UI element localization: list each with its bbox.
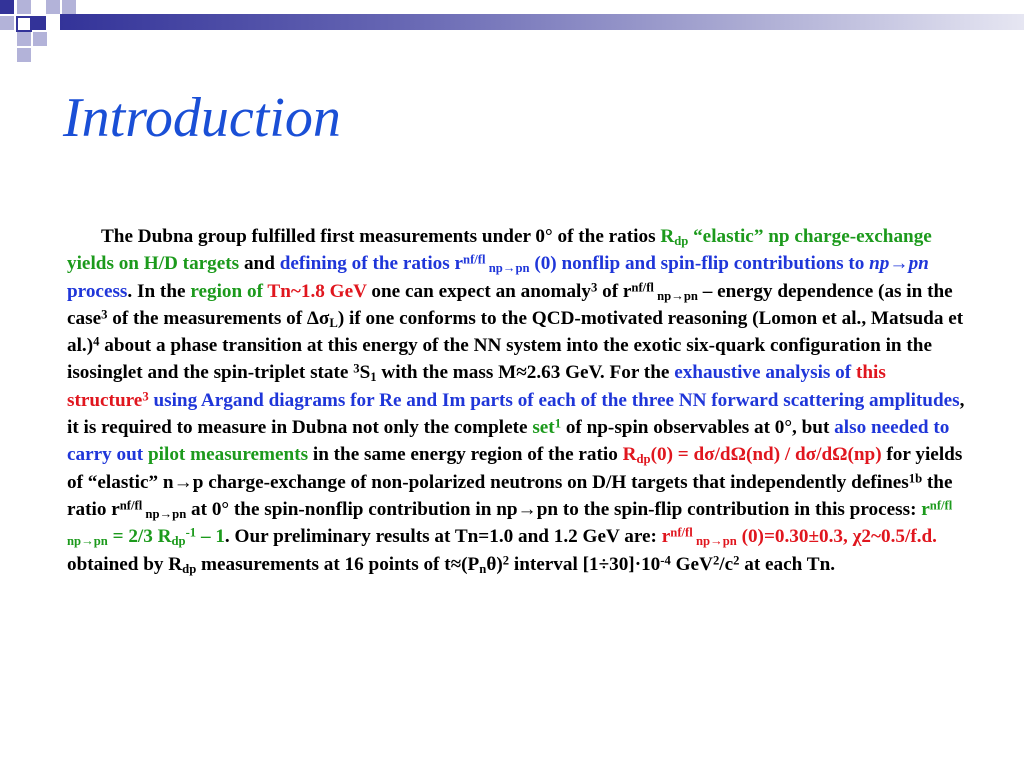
text-run-blue: exhaustive analysis of bbox=[674, 362, 856, 384]
text-run-red: R bbox=[622, 444, 637, 466]
text-run-green: R bbox=[660, 226, 675, 247]
text-run-blue: process bbox=[67, 280, 128, 302]
superscript: 2 bbox=[712, 552, 720, 567]
text-run: of np-spin observables at 0°, but bbox=[561, 417, 835, 439]
text-run-blue: (0) nonflip and spin-flip contributions to bbox=[529, 253, 870, 275]
superscript: 3 bbox=[591, 279, 598, 294]
deco-square bbox=[32, 16, 46, 30]
deco-square bbox=[17, 32, 31, 46]
deco-square bbox=[46, 0, 60, 14]
text-run-green: r bbox=[921, 498, 930, 520]
superscript: -1 bbox=[185, 525, 197, 540]
text-run: for yields of “elastic” n→p charge-exchange of non-polarized neutrons on D/H targets that independently defines bbox=[67, 444, 963, 493]
text-run: and bbox=[239, 253, 280, 275]
text-run: measurements at 16 points of t≈(P bbox=[196, 553, 480, 575]
text-run-red: Tn~1.8 GeV bbox=[267, 280, 367, 302]
subscript: dp bbox=[182, 561, 197, 576]
subscript: np→pn bbox=[485, 261, 530, 276]
text-run: . Our preliminary results at Tn=1.0 and 1.2 GeV are: bbox=[224, 526, 662, 548]
text-run-green: region of bbox=[190, 280, 268, 302]
text-run: obtained by R bbox=[67, 553, 183, 575]
text-run: of the measurements of Δσ bbox=[107, 307, 330, 329]
text-run-green: = 2/3 R bbox=[107, 526, 172, 548]
text-run-blue: defining of the ratios r bbox=[279, 253, 464, 275]
text-run-green: “elastic” np charge-exchange yields on H/D targets bbox=[67, 226, 932, 275]
deco-square bbox=[33, 32, 47, 46]
body-paragraph bbox=[67, 223, 965, 578]
text-run-green: set bbox=[532, 417, 555, 439]
text-run: the ratio r bbox=[67, 471, 953, 520]
text-run: /c bbox=[719, 553, 734, 575]
superscript: 4 bbox=[93, 334, 100, 349]
subscript: dp bbox=[171, 534, 186, 549]
superscript: 2 bbox=[733, 552, 740, 567]
deco-square bbox=[0, 16, 14, 30]
text-run: – energy dependence (as in the case bbox=[67, 280, 953, 329]
superscript: -4 bbox=[660, 552, 671, 567]
superscript: nf/fl bbox=[929, 498, 953, 513]
subscript: np→pn bbox=[67, 534, 108, 549]
text-run: S bbox=[359, 362, 371, 384]
deco-square bbox=[16, 16, 32, 32]
text-run: The Dubna group fulfilled first measurements under 0° of the ratios bbox=[101, 226, 661, 247]
text-run: θ) bbox=[486, 553, 503, 575]
text-run: with the mass M≈2.63 GeV. For the bbox=[376, 362, 675, 384]
text-run: ) if one conforms to the QCD-motivated reasoning (Lomon et al., Matsuda et al.) bbox=[67, 307, 964, 357]
superscript: 3 bbox=[142, 389, 149, 404]
text-run-blue: using Argand diagrams for Re and Im parts of each of the three NN forward scattering amplitudes bbox=[148, 389, 960, 411]
text-run: at 0° the spin-nonflip contribution in np→pn to the spin-flip contribution in this process: bbox=[186, 498, 922, 520]
subscript: dp bbox=[674, 234, 689, 249]
slide-title: Introduction bbox=[63, 87, 341, 149]
text-run: GeV bbox=[670, 553, 713, 575]
text-run: interval [1÷30]·10 bbox=[509, 553, 661, 575]
text-run-red: r bbox=[661, 526, 671, 548]
subscript: np→pn bbox=[142, 507, 187, 522]
subscript: dp bbox=[636, 452, 651, 467]
text-run-red: (0) = dσ/dΩ(nd) / dσ/dΩ(np) bbox=[650, 444, 882, 466]
superscript: 2 bbox=[502, 552, 510, 567]
deco-square bbox=[62, 0, 76, 14]
text-run: . In the bbox=[127, 280, 191, 302]
header-gradient-bar bbox=[60, 14, 1024, 30]
deco-square bbox=[17, 48, 31, 62]
superscript: 3 bbox=[353, 361, 360, 376]
text-run: one can expect an anomaly bbox=[366, 280, 591, 302]
subscript: n bbox=[479, 561, 487, 576]
subscript: np→pn bbox=[692, 534, 737, 549]
subscript: 1 bbox=[370, 370, 377, 385]
text-run: at each Tn. bbox=[739, 553, 836, 575]
superscript: 1b bbox=[908, 470, 923, 485]
subscript: np→pn bbox=[653, 288, 698, 303]
text-run: of r bbox=[597, 280, 632, 302]
text-run: in the same energy region of the ratio bbox=[308, 444, 623, 466]
deco-square bbox=[0, 0, 14, 14]
superscript: 3 bbox=[101, 307, 108, 322]
superscript: nf/fl bbox=[463, 252, 486, 267]
text-run: , it is required to measure in Dubna not only the complete bbox=[67, 389, 965, 439]
slide-decoration bbox=[0, 0, 1024, 70]
text-run-red: this structure bbox=[67, 362, 886, 411]
superscript: nf/fl bbox=[670, 525, 693, 540]
text-run-green: pilot measurements bbox=[148, 444, 309, 466]
subscript: L bbox=[329, 316, 338, 331]
deco-square bbox=[17, 0, 31, 14]
text-run-red: (0)=0.30±0.3, χ2~0.5/f.d. bbox=[736, 526, 937, 548]
text-run-green: – 1 bbox=[196, 526, 225, 548]
superscript: 1 bbox=[554, 416, 562, 431]
superscript: nf/fl bbox=[631, 279, 654, 294]
text-run-blue-italic: np→pn bbox=[869, 253, 929, 275]
superscript: nf/fl bbox=[119, 498, 143, 513]
text-run: about a phase transition at this energy of the NN system into the exotic six-quark configuration in the isosinglet and the spin-triplet state bbox=[67, 335, 932, 384]
text-run-blue: also needed to carry out bbox=[67, 417, 950, 466]
